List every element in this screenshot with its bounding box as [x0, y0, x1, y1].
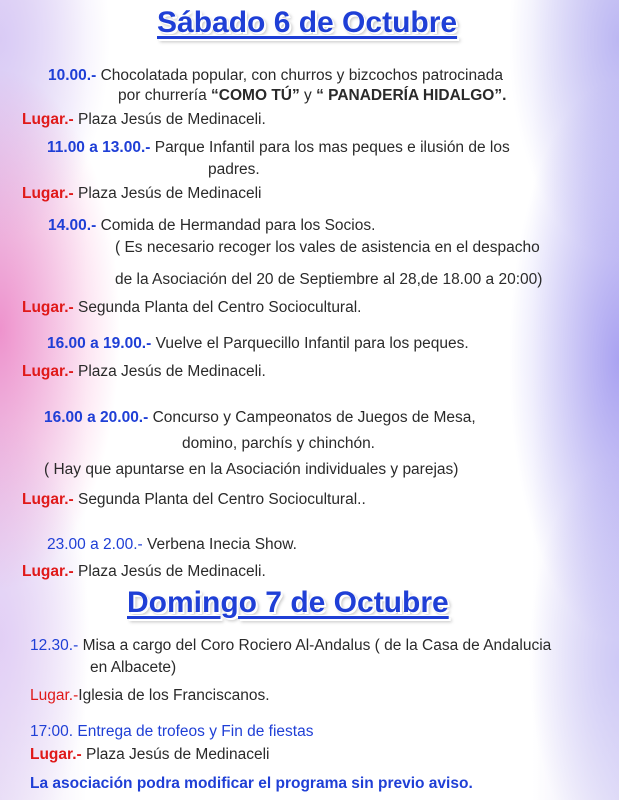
location-text: Plaza Jesús de Medinaceli. [73, 111, 266, 128]
event-verbena [47, 535, 297, 555]
lugar-label: Lugar.- [22, 491, 74, 508]
lugar-label: Lugar.- [30, 687, 79, 704]
location-text: Plaza Jesús de Medinaceli [81, 746, 270, 763]
event-comida-note-2: de la Asociación del 20 de Septiembre al 28,de 18.00 a 20:00) [115, 271, 543, 288]
event-comida-note-1: ( Es necesario recoger los vales de asistencia en el despacho [115, 239, 540, 256]
event-juegos-mesa [44, 408, 476, 428]
event-comida-location [22, 298, 361, 318]
location-text: Iglesia de los Franciscanos. [78, 687, 270, 704]
event-time: 11.00 a 13.00.- [47, 139, 151, 156]
event-time: 16.00 a 19.00.- [47, 335, 152, 352]
sponsor-joiner: y [299, 87, 317, 104]
event-comida-hermandad [48, 216, 375, 236]
sponsor-como-tu: “COMO TÚ” [211, 87, 300, 104]
lugar-label: Lugar.- [22, 185, 74, 202]
lugar-label: Lugar.- [22, 363, 74, 380]
event-verbena-location [22, 562, 266, 582]
sponsor-panaderia: “ PANADERÍA HIDALGO”. [316, 87, 507, 104]
event-time: 16.00 a 20.00.- [44, 409, 149, 426]
lugar-label: Lugar.- [22, 111, 74, 128]
event-parque-infantil-location [22, 184, 262, 204]
disclaimer-footer: La asociación podra modificar el programa sin previo aviso. [30, 775, 473, 792]
event-misa-location [30, 686, 270, 706]
location-text: Plaza Jesús de Medinaceli. [73, 363, 266, 380]
event-time: 10.00.- [48, 67, 97, 84]
event-text: Misa a cargo del Coro Rociero Al-Andalus ( de la Casa de Andalucia [78, 637, 552, 654]
lugar-label: Lugar.- [30, 746, 82, 763]
event-misa-cont: en Albacete) [90, 659, 177, 676]
event-text: Comida de Hermandad para los Socios. [96, 217, 376, 234]
location-text: Segunda Planta del Centro Sociocultural.. [73, 491, 366, 508]
lugar-label: Lugar.- [22, 563, 74, 580]
event-text: Chocolatada popular, con churros y bizcochos patrocinada [96, 67, 503, 84]
event-juegos-note: ( Hay que apuntarse en la Asociación individuales y parejas) [44, 461, 459, 478]
event-text: Vuelve el Parquecillo Infantil para los peques. [151, 335, 469, 352]
location-text: Plaza Jesús de Medinaceli. [73, 563, 266, 580]
event-time: 14.00.- [48, 217, 97, 234]
event-text: 17:00. Entrega de trofeos y Fin de fiestas [30, 723, 314, 740]
event-juegos-location [22, 490, 366, 510]
event-trofeos [30, 722, 313, 742]
event-text: Concurso y Campeonatos de Juegos de Mesa, [148, 409, 476, 426]
event-text: Verbena Inecia Show. [142, 536, 297, 553]
event-parque-infantil [47, 138, 510, 158]
event-misa [30, 636, 551, 656]
location-text: Plaza Jesús de Medinaceli [73, 185, 262, 202]
event-chocolatada [48, 66, 503, 86]
event-time: 23.00 a 2.00.- [47, 536, 143, 553]
event-parquecillo [47, 334, 469, 354]
event-time: 12.30.- [30, 637, 79, 654]
event-juegos-list: domino, parchís y chinchón. [182, 435, 375, 452]
sponsor-prefix: por churrería [118, 87, 212, 104]
saturday-heading: Sábado 6 de Octubre [157, 6, 458, 39]
sunday-heading: Domingo 7 de Octubre [127, 586, 449, 619]
lugar-label: Lugar.- [22, 299, 74, 316]
event-chocolatada-location [22, 110, 266, 130]
event-chocolatada-sponsors [118, 86, 506, 106]
location-text: Segunda Planta del Centro Sociocultural. [73, 299, 362, 316]
event-parquecillo-location [22, 362, 266, 382]
event-parque-infantil-cont: padres. [208, 161, 260, 178]
event-trofeos-location [30, 745, 270, 765]
event-text: Parque Infantil para los mas peques e ilusión de los [150, 139, 510, 156]
